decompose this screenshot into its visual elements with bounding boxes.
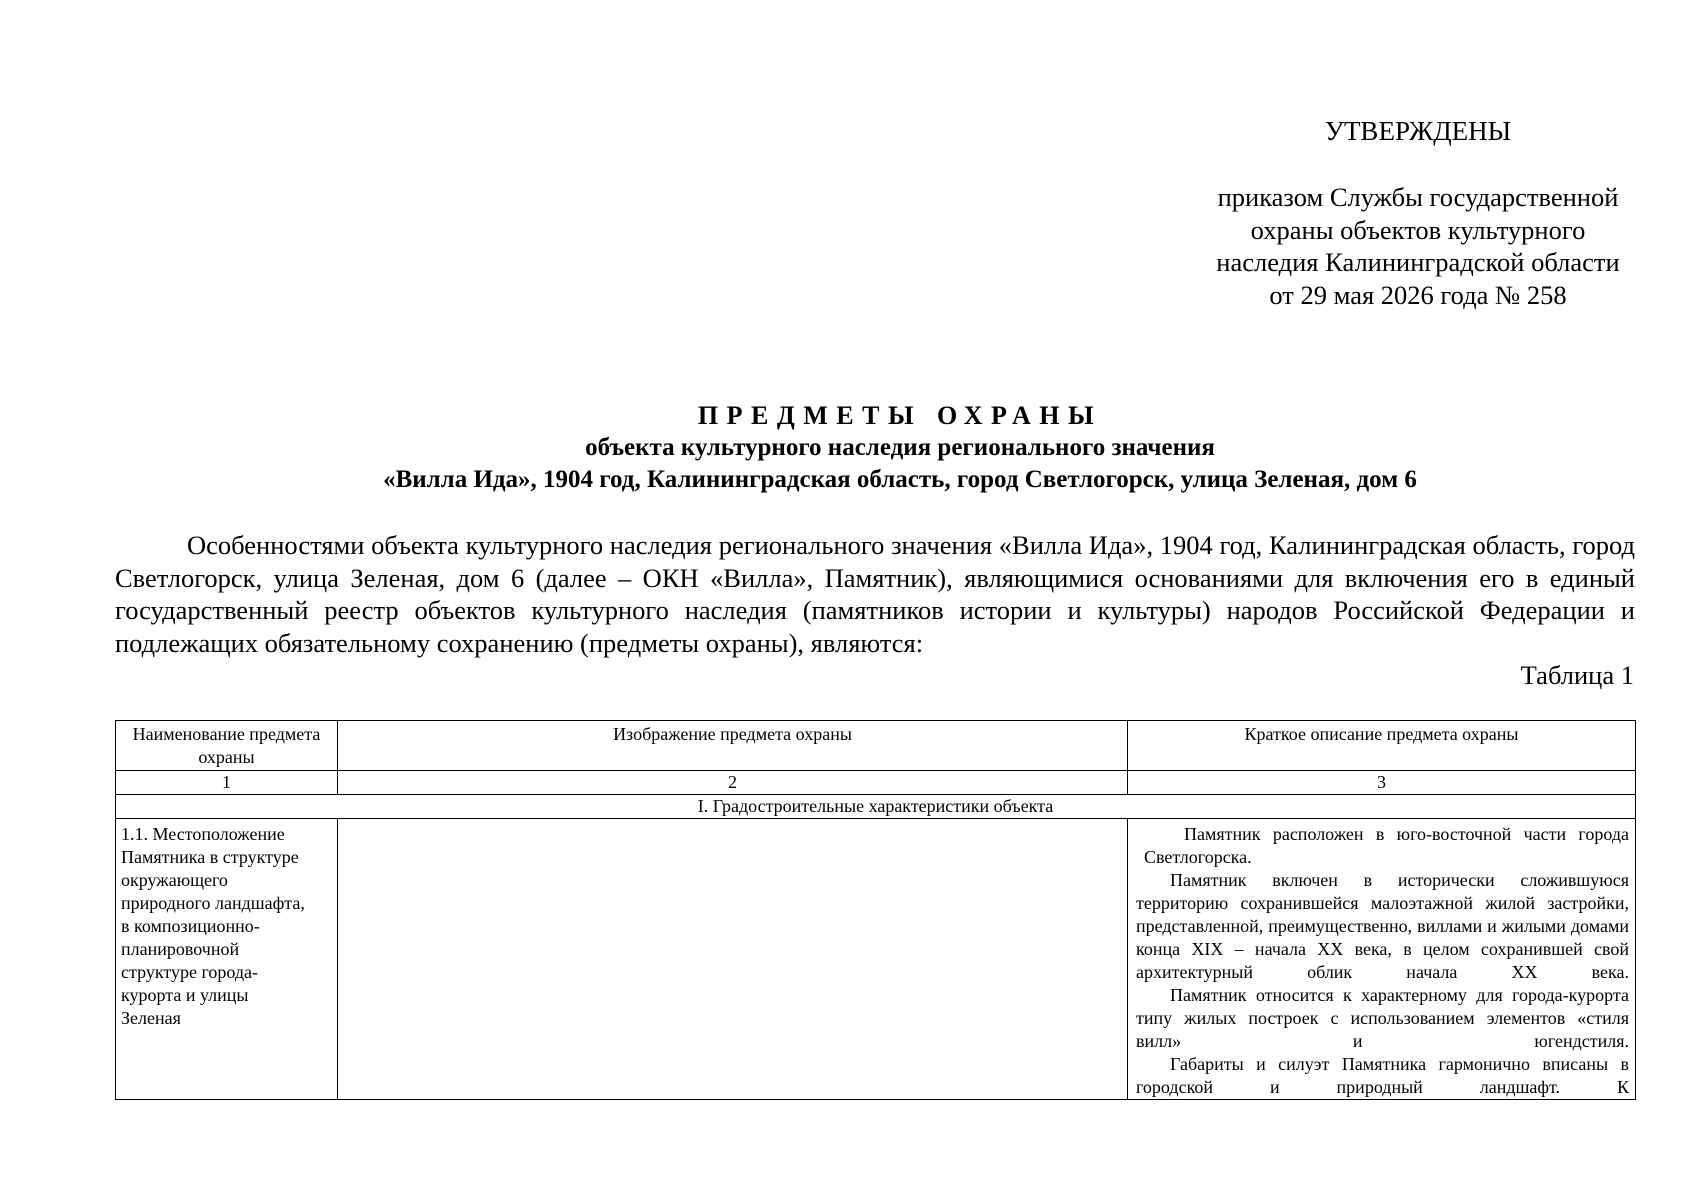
item-name-line: курорта и улицы [121,985,249,1005]
table-row [116,819,1636,1100]
item-name-line: окружающего [121,870,228,890]
order-line: наследия Калининградской области [1216,247,1620,277]
section-title: I. Градостроительные характеристики объекта [116,795,1636,819]
item-name-line: Памятника в структуре [121,847,299,867]
table-caption: Таблица 1 [1520,660,1634,690]
item-name [116,819,338,1100]
section-row [116,795,1636,819]
protection-table [115,720,1636,1100]
column-number: 1 [116,771,338,795]
item-name-line: природного ландшафта, [121,893,305,913]
item-name-line: в композиционно- [121,916,260,936]
intro-paragraph: Особенностями объекта культурного наследия регионального значения «Вилла Ида», 1904 год, Калининградская область, город Светлогорск, улица Зеленая, дом 6 (далее – ОКН «Вилла», Памятник), являющимися основаниями для включения его в единый государственный реестр объектов культурного наследия (памятников истории и культуры) народов Российской Федерации и подлежащих обязательному сохранению (предметы охраны), являются: [115,530,1635,658]
item-name-line: структуре города- [121,962,259,982]
header-name: Наименование предмета охраны [116,721,338,771]
document-title [200,400,1600,496]
item-name-line: планировочной [121,939,240,959]
description-paragraph: Памятник включен в исторически сложившуюся территорию сохранившейся малоэтажной жилой застройки, представленной, преимущественно, виллами и жилыми домами конца XIX – начала XX века, в целом сохранившей свой архитектурный облик начала XX века. [1136,870,1629,982]
column-number: 2 [338,771,1128,795]
order-line: от 29 мая 2026 года № 258 [1269,279,1567,310]
column-number: 3 [1128,771,1636,795]
order-line: приказом Службы государственной [1217,182,1619,212]
approval-order [1192,181,1644,311]
title-subtitle-2: «Вилла Ида», 1904 год, Калининградская область, город Светлогорск, улица Зеленая, дом 6 [383,466,1417,493]
title-main: ПРЕДМЕТЫ ОХРАНЫ [697,401,1103,430]
item-image [338,819,1128,1100]
table-header-row [116,721,1636,771]
item-name-line: 1.1. Местоположение [121,824,285,844]
column-number-row [116,771,1636,795]
item-description [1128,819,1636,1100]
description-paragraph: Памятник расположен в юго-восточной части города Светлогорска. [1144,824,1629,867]
header-description: Краткое описание предмета охраны [1128,721,1636,771]
order-line: охраны объектов культурного [1250,214,1586,245]
description-paragraph: Памятник относится к характерному для города-курорта типу жилых построек с использованием элементов «стиля вилл» и югендстиля. [1136,985,1629,1051]
item-name-line: Зеленая [121,1008,181,1028]
description-paragraph: Габариты и силуэт Памятника гармонично вписаны в городской и природный ландшафт. К [1136,1054,1629,1097]
approved-label: УТВЕРЖДЕНЫ [1324,116,1512,146]
title-subtitle-1: объекта культурного наследия регионального значения [585,434,1215,461]
header-image: Изображение предмета охраны [338,721,1128,771]
